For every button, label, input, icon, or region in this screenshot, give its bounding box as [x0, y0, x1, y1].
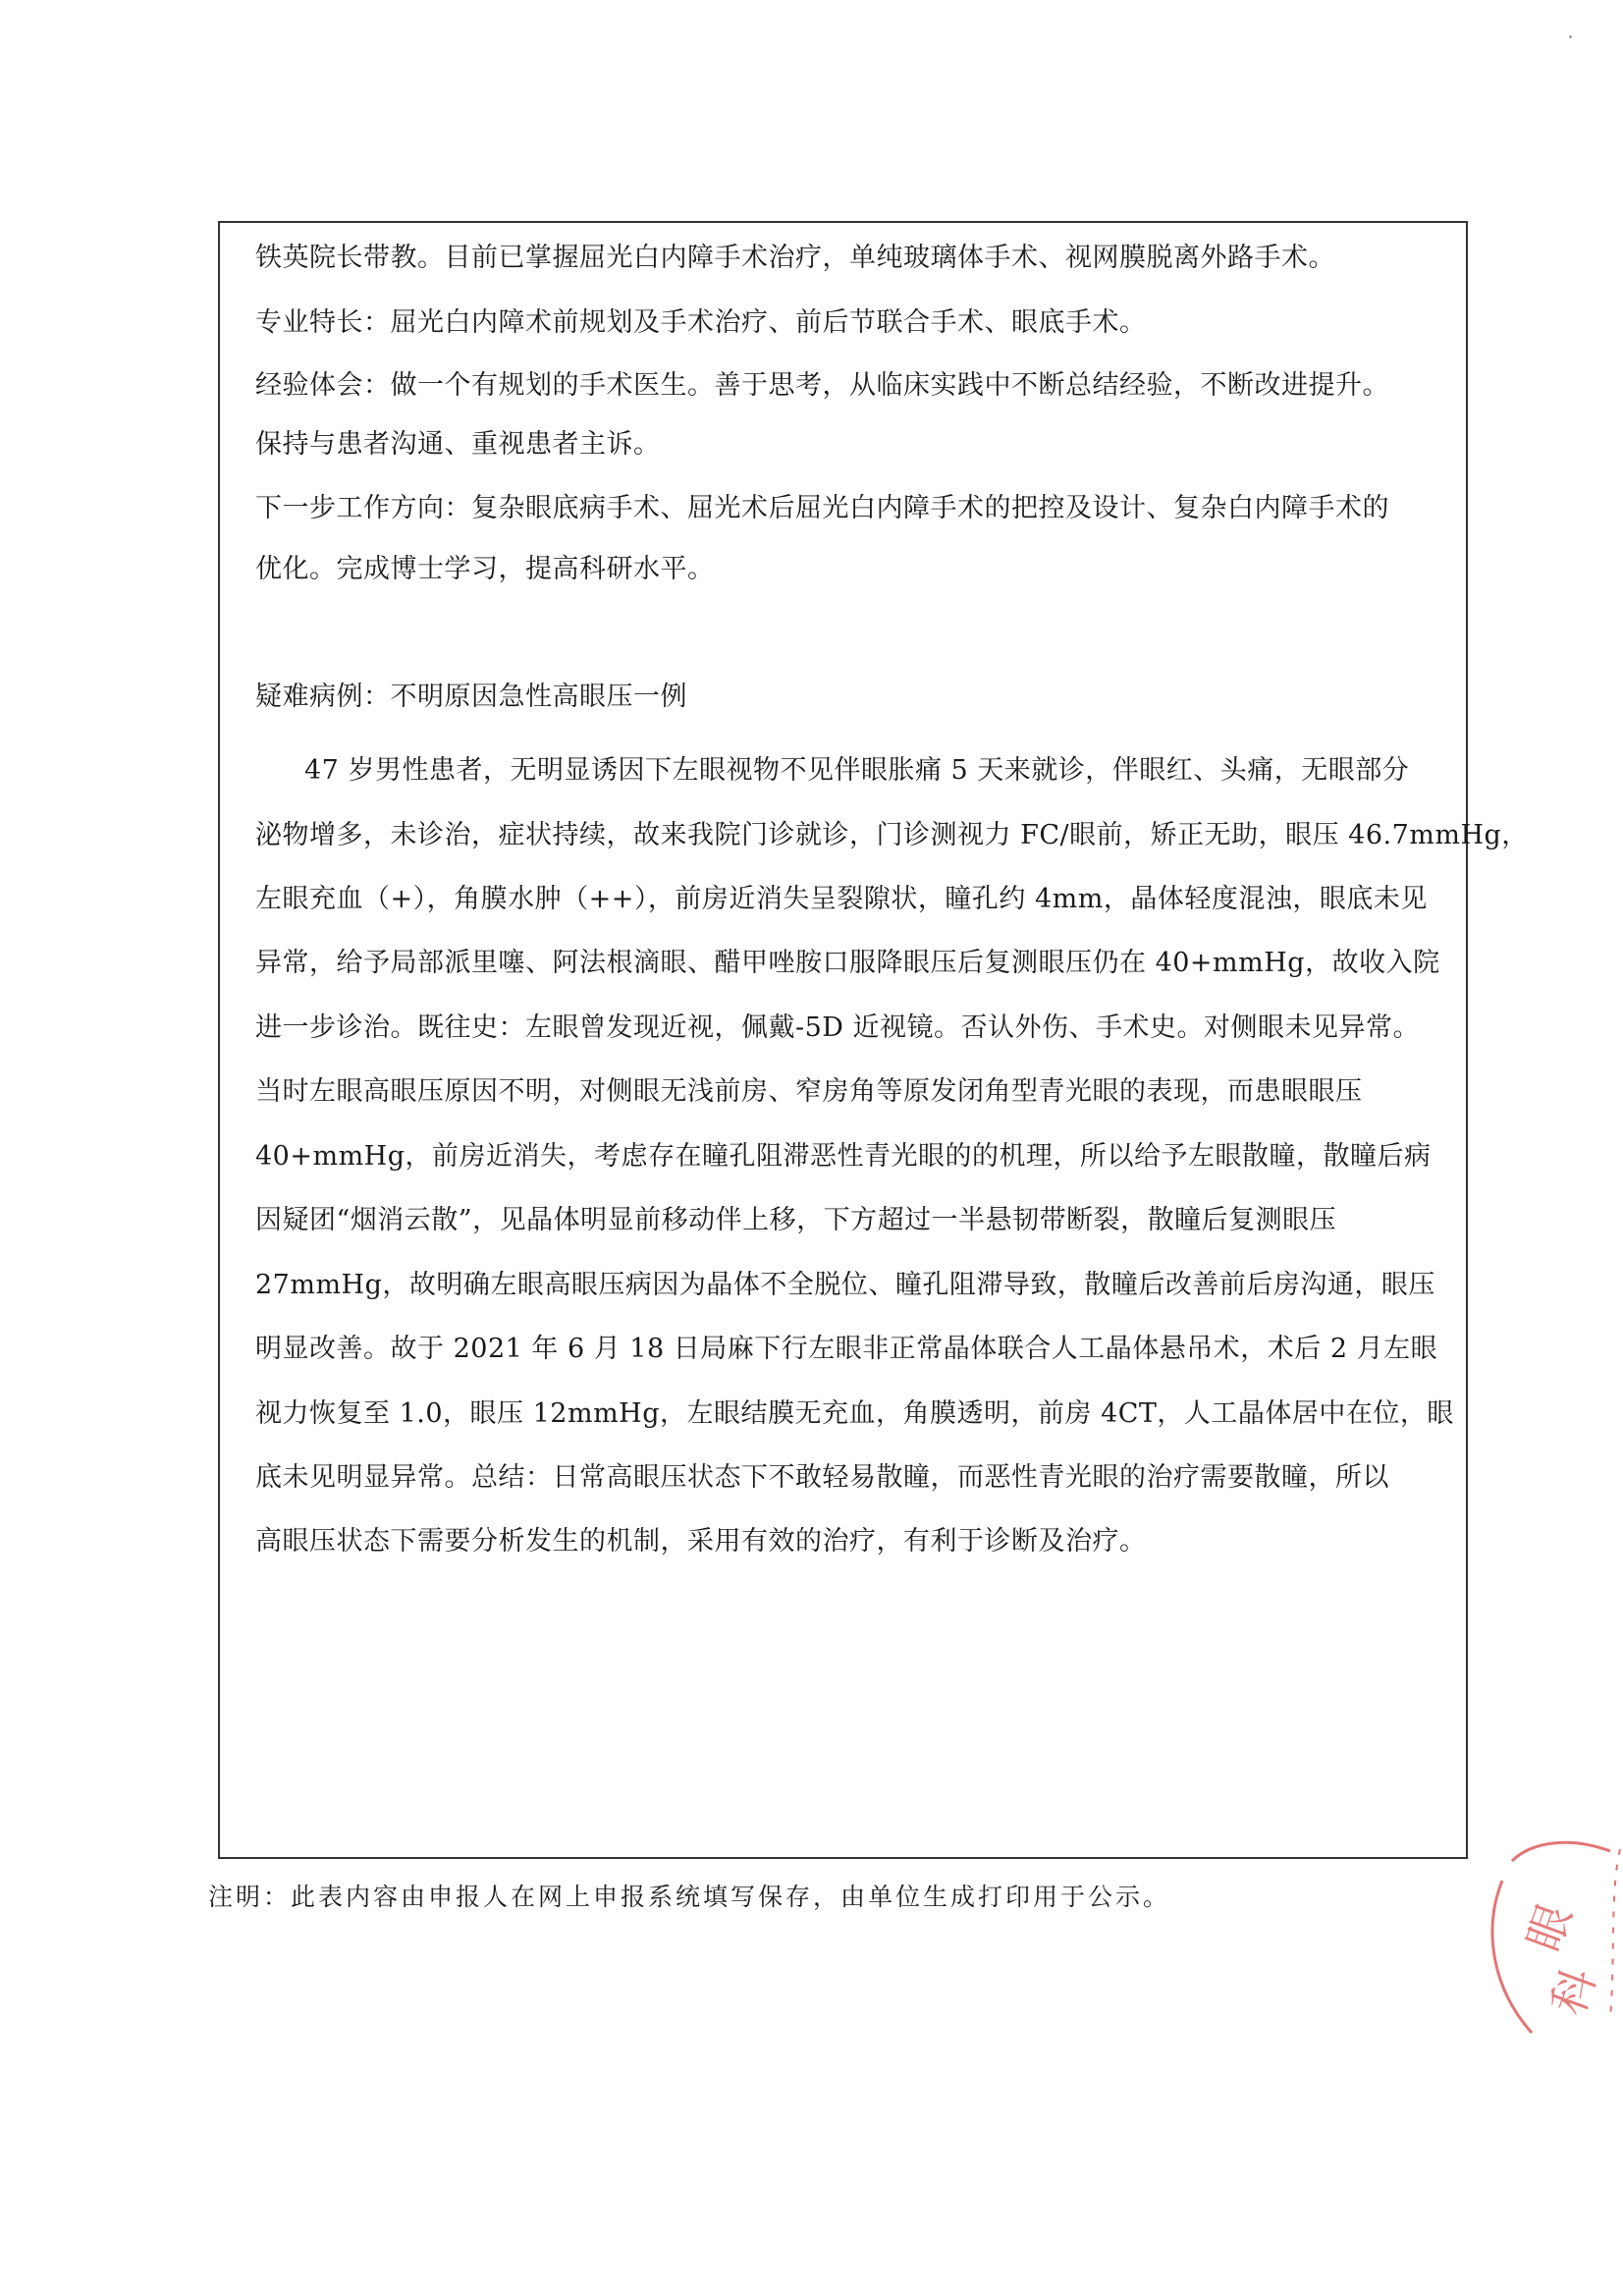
case-heading: 疑难病例：不明原因急性高眼压一例: [255, 682, 687, 712]
text-line: 泌物增多，未诊治，症状持续，故来我院门诊就诊，门诊测视力 FC/眼前，矫正无助，眼压 46.7mmHg，: [255, 820, 1529, 850]
text-line: 视力恢复至 1.0，眼压 12mmHg，左眼结膜无充血，角膜透明，前房 4CT，人工晶体居中在位，眼: [255, 1398, 1454, 1429]
text-line: 经验体会：做一个有规划的手术医生。善于思考，从临床实践中不断总结经验，不断改进提升。: [255, 370, 1389, 401]
scan-speck: [1569, 35, 1572, 38]
text-line: 左眼充血（+），角膜水肿（++），前房近消失呈裂隙状，瞳孔约 4mm，晶体轻度混浊，眼底未见: [255, 884, 1428, 914]
svg-text:眼: 眼: [1516, 1897, 1583, 1958]
text-line: 保持与患者沟通、重视患者主诉。: [255, 429, 661, 460]
text-line: 优化。完成博士学习，提高科研水平。: [255, 554, 715, 584]
seal-stamp-icon: [1473, 1822, 1623, 2077]
official-seal: [1473, 1822, 1623, 2077]
form-table-cell: [218, 221, 1529, 1859]
svg-text:科: 科: [1541, 1961, 1607, 2022]
text-line: 铁英院长带教。目前已掌握屈光白内障手术治疗，单纯玻璃体手术、视网膜脱离外路手术。: [255, 243, 1335, 273]
text-line: 异常，给予局部派里噻、阿法根滴眼、醋甲唑胺口服降眼压后复测眼压仍在 40+mmHg，故收入院: [255, 948, 1440, 978]
text-line: 当时左眼高眼压原因不明，对侧眼无浅前房、窄房角等原发闭角型青光眼的表现，而患眼眼压: [255, 1076, 1363, 1107]
text-line: 专业特长：屈光白内障术前规划及手术治疗、前后节联合手术、眼底手术。: [255, 307, 1147, 338]
text-line: 27mmHg，故明确左眼高眼压病因为晶体不全脱位、瞳孔阻滞导致，散瞳后改善前后房沟通，眼压: [255, 1270, 1435, 1300]
text-line: 下一步工作方向：复杂眼底病手术、屈光术后屈光白内障手术的把控及设计、复杂白内障手术的: [255, 493, 1389, 523]
text-line: 47 岁男性患者，无明显诱因下左眼视物不见伴眼胀痛 5 天来就诊，伴眼红、头痛，无眼部分: [304, 755, 1410, 786]
text-line: 因疑团“烟消云散”，见晶体明显前移动伴上移，下方超过一半悬韧带断裂，散瞳后复测眼压: [255, 1205, 1337, 1235]
text-line: 高眼压状态下需要分析发生的机制，采用有效的治疗，有利于诊断及治疗。: [255, 1526, 1147, 1557]
text-line: 明显改善。故于 2021 年 6 月 18 日局麻下行左眼非正常晶体联合人工晶体悬吊术，术后 2 月左眼: [255, 1334, 1438, 1364]
footer-note: 注明：此表内容由申报人在网上申报系统填写保存，由单位生成打印用于公示。: [208, 1883, 1171, 1911]
text-line: 40+mmHg，前房近消失，考虑存在瞳孔阻滞恶性青光眼的的机理，所以给予左眼散瞳，散瞳后病: [255, 1141, 1432, 1172]
text-line: 底未见明显异常。总结：日常高眼压状态下不敢轻易散瞳，而恶性青光眼的治疗需要散瞳，所以: [255, 1462, 1389, 1493]
text-line: 进一步诊治。既往史：左眼曾发现近视，佩戴-5D 近视镜。否认外伤、手术史。对侧眼未见异常。: [255, 1012, 1421, 1043]
